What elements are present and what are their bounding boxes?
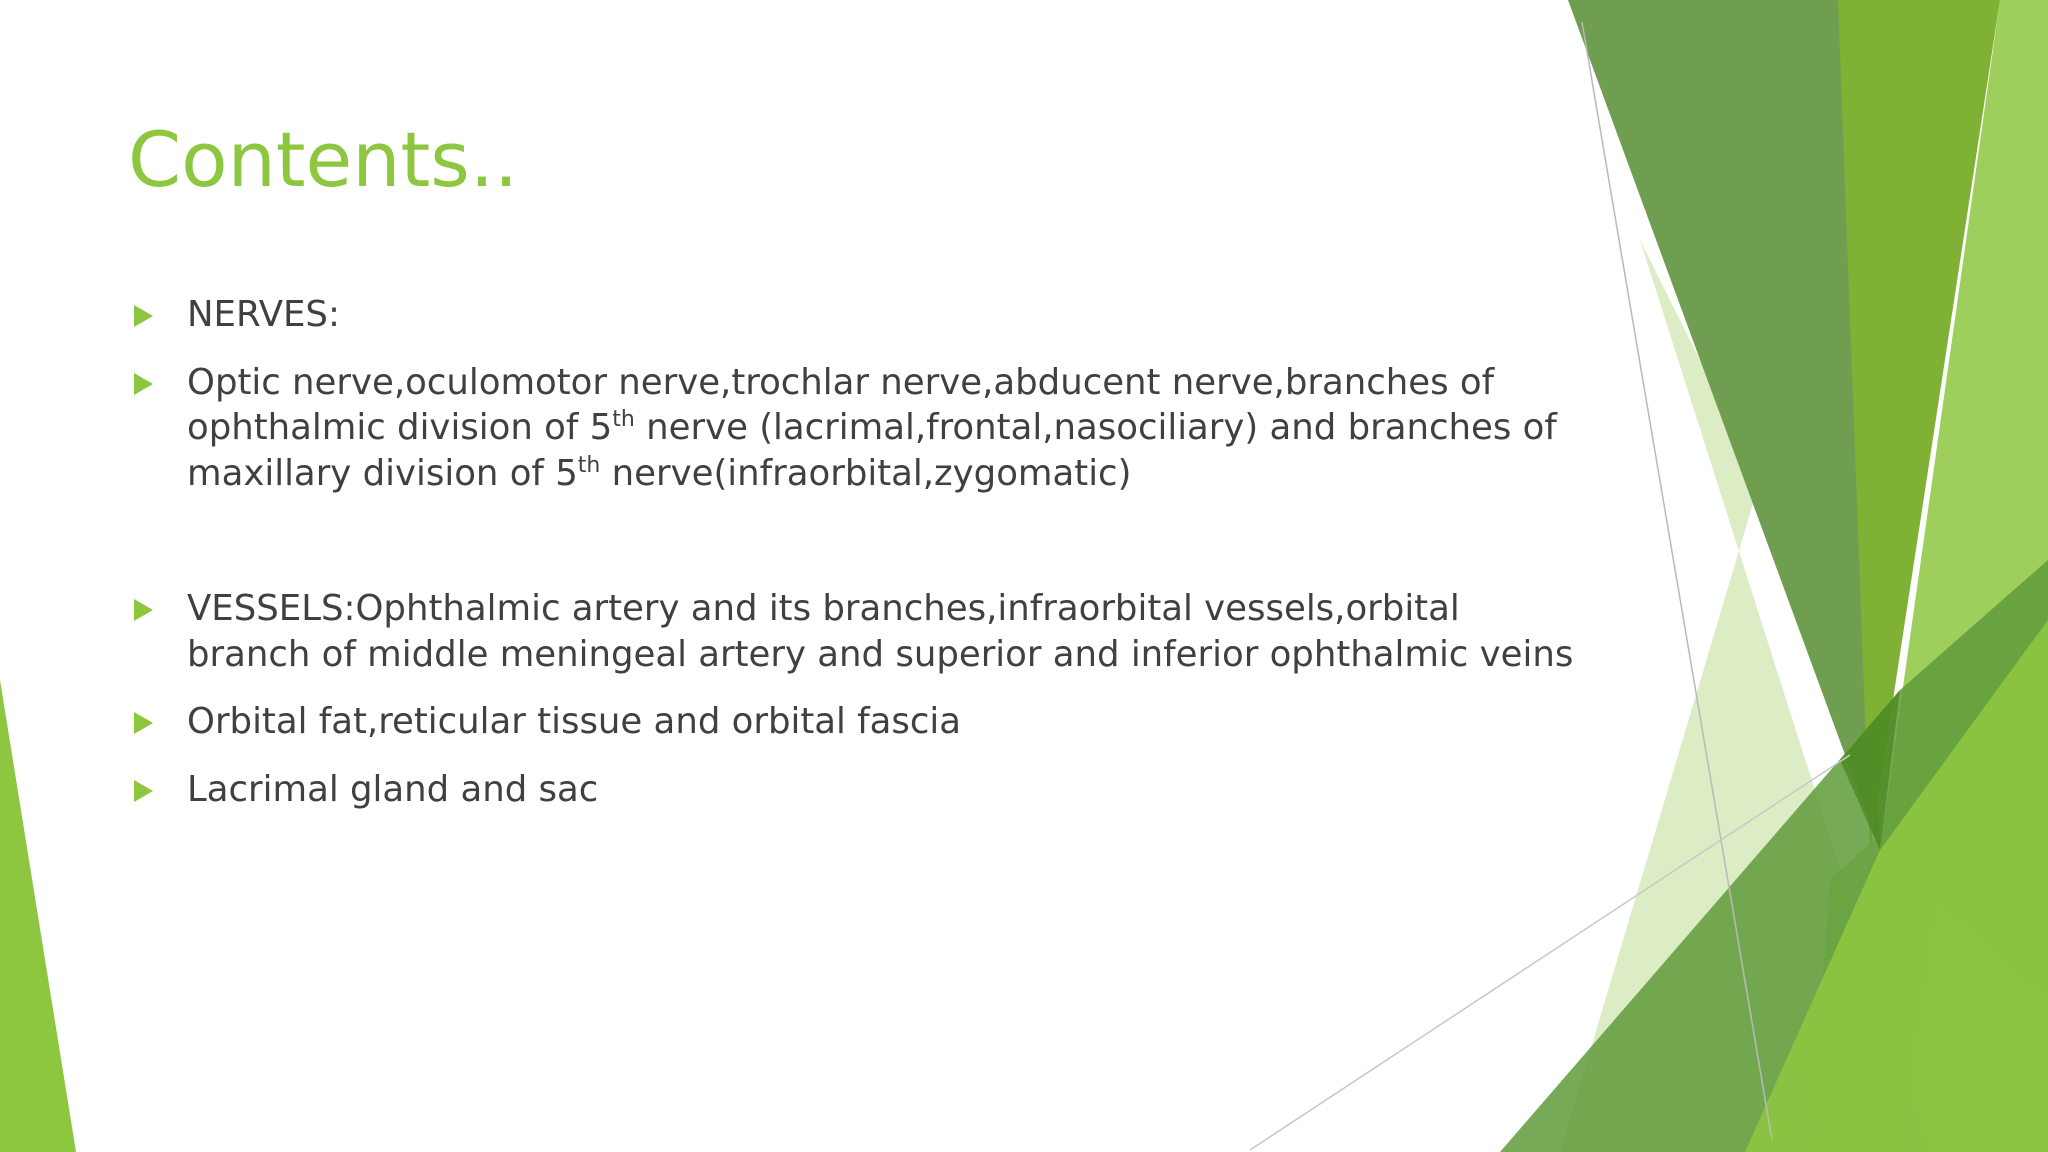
- triangle-bullet-icon: [134, 780, 153, 802]
- bullet-vessels: [128, 586, 1574, 677]
- bullet-list: [128, 292, 1574, 812]
- text-segment: ophthalmic division of 5: [187, 407, 613, 448]
- bullet-text: Lacrimal gland and sac: [187, 768, 599, 810]
- bullet-text: branch of middle meningeal artery and superior and inferior ophthalmic veins: [187, 633, 1574, 675]
- slide-title: Contents..: [128, 115, 519, 204]
- superscript: th: [612, 407, 635, 432]
- triangle-bullet-icon: [134, 599, 153, 621]
- bullet-text: NERVES:: [187, 294, 340, 335]
- triangle-bullet-icon: [134, 373, 153, 395]
- text-segment: nerve (lacrimal,frontal,nasociliary) and branches of: [634, 407, 1557, 448]
- bullet-orbital-fat: [128, 699, 1568, 745]
- bullet-text: Optic nerve,oculomotor nerve,trochlar nerve,abducent nerve,branches of: [187, 361, 1495, 403]
- bullet-text: VESSELS:Ophthalmic artery and its branches,infraorbital vessels,orbital: [187, 588, 1460, 629]
- bullet-text-maxillary-line: [187, 451, 1568, 497]
- bullet-text-ophthalmic-line: [187, 405, 1568, 451]
- triangle-bullet-icon: [134, 305, 153, 327]
- text-segment: maxillary division of 5: [187, 452, 578, 494]
- triangle-bullet-icon: [134, 712, 153, 734]
- left-edge-green-sliver: [0, 680, 76, 1152]
- superscript: th: [577, 452, 601, 478]
- bullet-text: Orbital fat,reticular tissue and orbital fascia: [187, 701, 962, 742]
- text-segment: nerve(infraorbital,zygomatic): [600, 452, 1132, 494]
- bullet-lacrimal: [128, 767, 1568, 813]
- bullet-nerves-heading: [128, 292, 1568, 338]
- bullet-nerves-list: [128, 360, 1568, 497]
